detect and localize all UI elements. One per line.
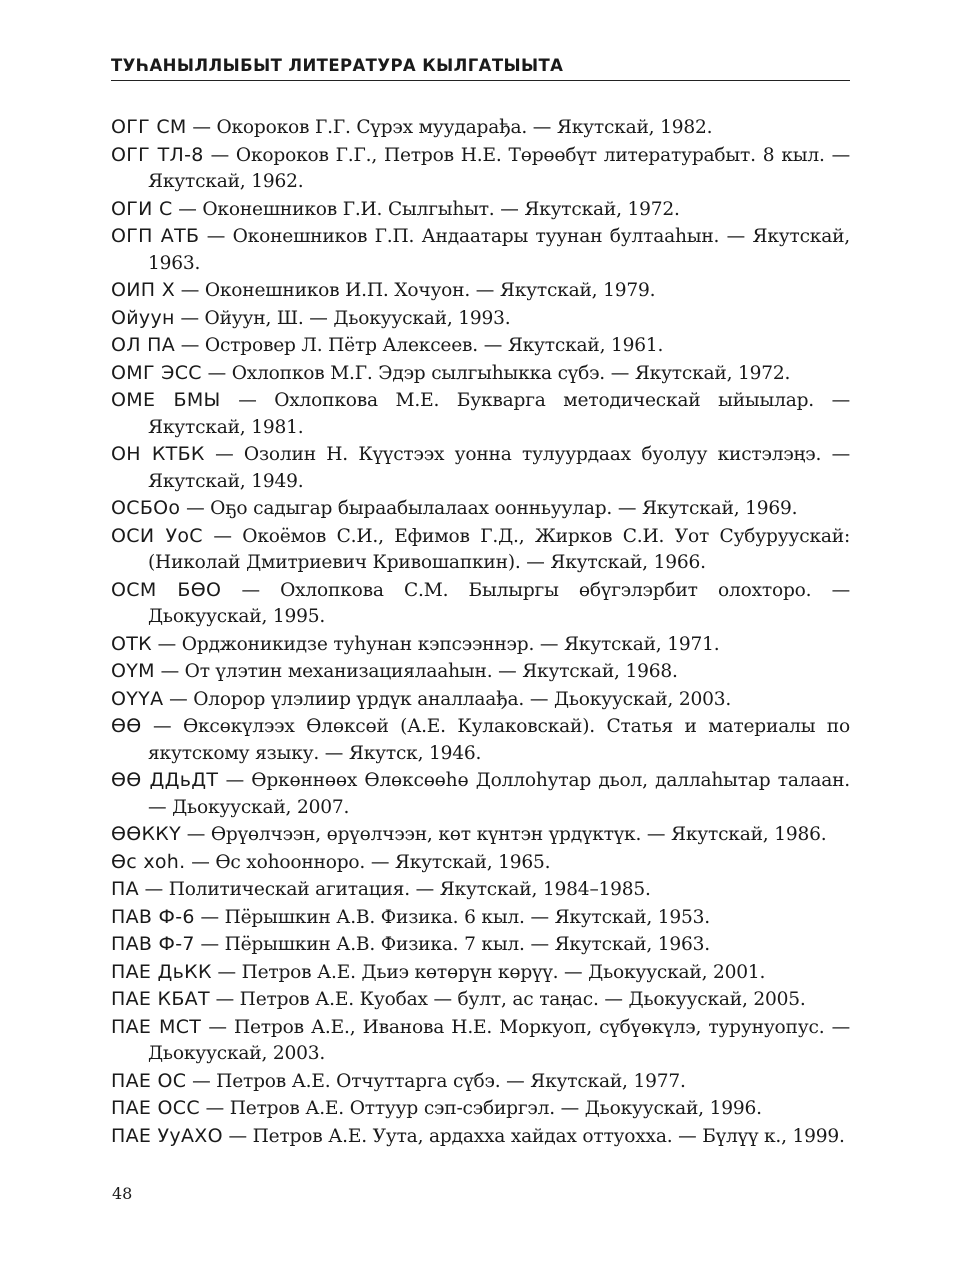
list-item — [111, 523, 850, 577]
list-item — [111, 931, 850, 959]
entry-text: — Озолин Н. Күүстээх уонна тулуурдаах буолуу кистэлэңэ. — Якутскай, 1949. — [148, 444, 850, 492]
entry-text: — Окороков Г.Г., Петров Н.Е. Төрөөбүт литературабыт. 8 кыл. — Якутскай, 1962. — [148, 144, 850, 192]
entry-text: — Окороков Г.Г. Сүрэх муударађа. — Якутскай, 1982. — [192, 117, 713, 138]
entry-text: — Окоёмов С.И., Ефимов Г.Д., Жирков С.И. Уот Субуруускай: (Николай Дмитриевич Кривошапкин). — Якутскай, 1966. — [148, 525, 851, 573]
entry-text: — Петров А.Е. Уута, ардахха хайдах оттуохха. — Бүлүү к., 1999. — [228, 1125, 845, 1147]
list-item — [111, 767, 850, 821]
entry-abbreviation: ӨӨККҮ — [111, 823, 181, 845]
entry-abbreviation: ПАЕ ОС — [111, 1069, 187, 1092]
entry-abbreviation: ОСИ УоС — [111, 524, 203, 547]
list-item — [111, 849, 850, 877]
list-item — [111, 114, 850, 142]
entry-text: — От үлэтин механизациялааһын. — Якутскай, 1968. — [160, 661, 678, 682]
entry-abbreviation: ӨӨ — [111, 715, 142, 737]
entry-abbreviation: ПАВ Ф-6 — [111, 905, 195, 928]
entry-abbreviation: ОЛ ПА — [111, 334, 176, 356]
entry-abbreviation: ОТК — [111, 632, 152, 655]
entry-abbreviation: ОҮМ — [111, 660, 155, 682]
list-item — [111, 441, 850, 495]
entry-abbreviation: ПАЕ ДьКК — [111, 960, 212, 983]
list-item — [111, 713, 850, 767]
list-item — [111, 658, 850, 686]
list-item — [111, 495, 850, 523]
entry-text: — Петров А.Е. Оттуур сэп-сэбиргэл. — Дьокуускай, 1996. — [205, 1098, 762, 1119]
entry-abbreviation: ӨӨ ДДьДТ — [111, 769, 219, 791]
entry-text: — Петров А.Е. Дьиэ көтөрүн көрүү. — Дьокуускай, 2001. — [217, 961, 766, 983]
list-item — [111, 360, 850, 388]
entry-abbreviation: ОГИ С — [111, 197, 173, 220]
entry-text: — Ойуун, Ш. — Дьокуускай, 1993. — [180, 307, 511, 329]
running-header-title: ТУҺАНЫЛЛЫБЫТ ЛИТЕРАТУРА КЫЛГАТЫЫТА — [111, 56, 564, 75]
entry-text: — Пёрышкин А.В. Физика. 7 кыл. — Якутскай, 1963. — [200, 934, 711, 955]
entry-abbreviation: ПАЕ ОСС — [111, 1097, 200, 1119]
page-number: 48 — [112, 1184, 133, 1203]
list-item — [111, 686, 850, 714]
list-item — [111, 223, 850, 277]
entry-abbreviation: ПАЕ УуАХО — [111, 1124, 223, 1147]
entry-text: — Оконешников Г.И. Сылгыһыт. — Якутскай, 1972. — [178, 198, 680, 220]
entry-text: — Оконешников Г.П. Андаатары туунан бултааһын. — Якутскай, 1963. — [148, 226, 851, 274]
entry-abbreviation: ОСБОо — [111, 497, 181, 519]
entry-abbreviation: ПАЕ КБАТ — [111, 988, 210, 1010]
entry-text: — Охлопкова М.Е. Букварга методическай ыйыылар. — Якутскай, 1981. — [148, 390, 851, 438]
list-item — [111, 1095, 850, 1123]
entry-text: — Өркөннөөх Өлөксөөһө Доллоһутар дьол, даллаһытар талаан. — Дьокуускай, 2007. — [148, 770, 850, 818]
list-item — [111, 277, 850, 305]
entry-abbreviation: ОҮҮА — [111, 687, 164, 710]
list-item — [111, 904, 850, 932]
entry-abbreviation: ОГП АТБ — [111, 225, 200, 247]
list-item — [111, 1123, 850, 1151]
entry-abbreviation: ОМЕ БМЫ — [111, 389, 221, 411]
list-item — [111, 1068, 850, 1096]
running-header — [111, 56, 850, 81]
entry-abbreviation: ПА — [111, 878, 139, 900]
entry-text: — Охлопков М.Г. Эдэр сылгыһыкка сүбэ. — Якутскай, 1972. — [207, 362, 791, 384]
entry-abbreviation: ОГГ ТЛ-8 — [111, 143, 204, 166]
list-item — [111, 959, 850, 987]
list-item — [111, 332, 850, 360]
entry-abbreviation: ОИП Х — [111, 279, 176, 301]
entry-text: — Өрүөлчээн, өрүөлчээн, көт күнтэн үрдүктүк. — Якутскай, 1986. — [186, 824, 827, 845]
list-item — [111, 1014, 850, 1068]
entry-text: — Олорор үлэлиир үрдүк аналлаађа. — Дьокуускай, 2003. — [169, 688, 732, 710]
entry-text: — Петров А.Е., Иванова Н.Е. Моркуоп, сүбүөкүлэ, турунуопус. — Дьокуускай, 2003. — [148, 1016, 850, 1064]
abbreviation-list — [111, 114, 850, 1150]
list-item — [111, 577, 850, 631]
entry-abbreviation: ОН КТБК — [111, 443, 205, 465]
entry-abbreviation: Өс хоһ. — [111, 850, 186, 873]
entry-text: — Политическай агитация. — Якутскай, 1984–1985. — [144, 879, 651, 900]
entry-abbreviation: Ойуун — [111, 306, 175, 329]
entry-text: — Оконешников И.П. Хочуон. — Якутскай, 1979. — [180, 280, 656, 301]
entry-abbreviation: ОМГ ЭСС — [111, 361, 202, 384]
entry-text: — Өс хоһоонноро. — Якутскай, 1965. — [191, 851, 551, 873]
list-item — [111, 142, 850, 196]
list-item — [111, 631, 850, 659]
list-item — [111, 305, 850, 333]
list-item — [111, 821, 850, 849]
entry-text: — Петров А.Е. Отчуттарга сүбэ. — Якутскай, 1977. — [192, 1070, 686, 1092]
entry-abbreviation: ОСМ БӨО — [111, 578, 222, 601]
entry-abbreviation: ПАВ Ф-7 — [111, 933, 195, 955]
entry-text: — Островер Л. Пётр Алексеев. — Якутскай, 1961. — [180, 335, 664, 356]
entry-abbreviation: ПАЕ МСТ — [111, 1015, 202, 1038]
entry-text: — Пёрышкин А.В. Физика. 6 кыл. — Якутскай, 1953. — [200, 906, 711, 928]
entry-text: — Орджоникидзе туһунан кэпсээннэр. — Якутскай, 1971. — [157, 633, 720, 655]
entry-text: — Петров А.Е. Куобах — булт, ас таңас. — Дьокуускай, 2005. — [215, 989, 806, 1010]
list-item — [111, 196, 850, 224]
list-item — [111, 876, 850, 904]
entry-text: — Өксөкүлээх Өлөксөй (А.Е. Кулаковскай). Статья и материалы по якутскому языку. — Якутск, 1946. — [148, 716, 850, 764]
list-item — [111, 387, 850, 441]
entry-text: — Охлопкова С.М. Былыргы өбүгэлэрбит олохторо. — Дьокуускай, 1995. — [148, 579, 850, 627]
entry-text: — Оҕо садыгар быраабылалаах оонньуулар. — Якутскай, 1969. — [186, 498, 798, 519]
list-item — [111, 986, 850, 1014]
entry-abbreviation: ОГГ СМ — [111, 116, 187, 138]
